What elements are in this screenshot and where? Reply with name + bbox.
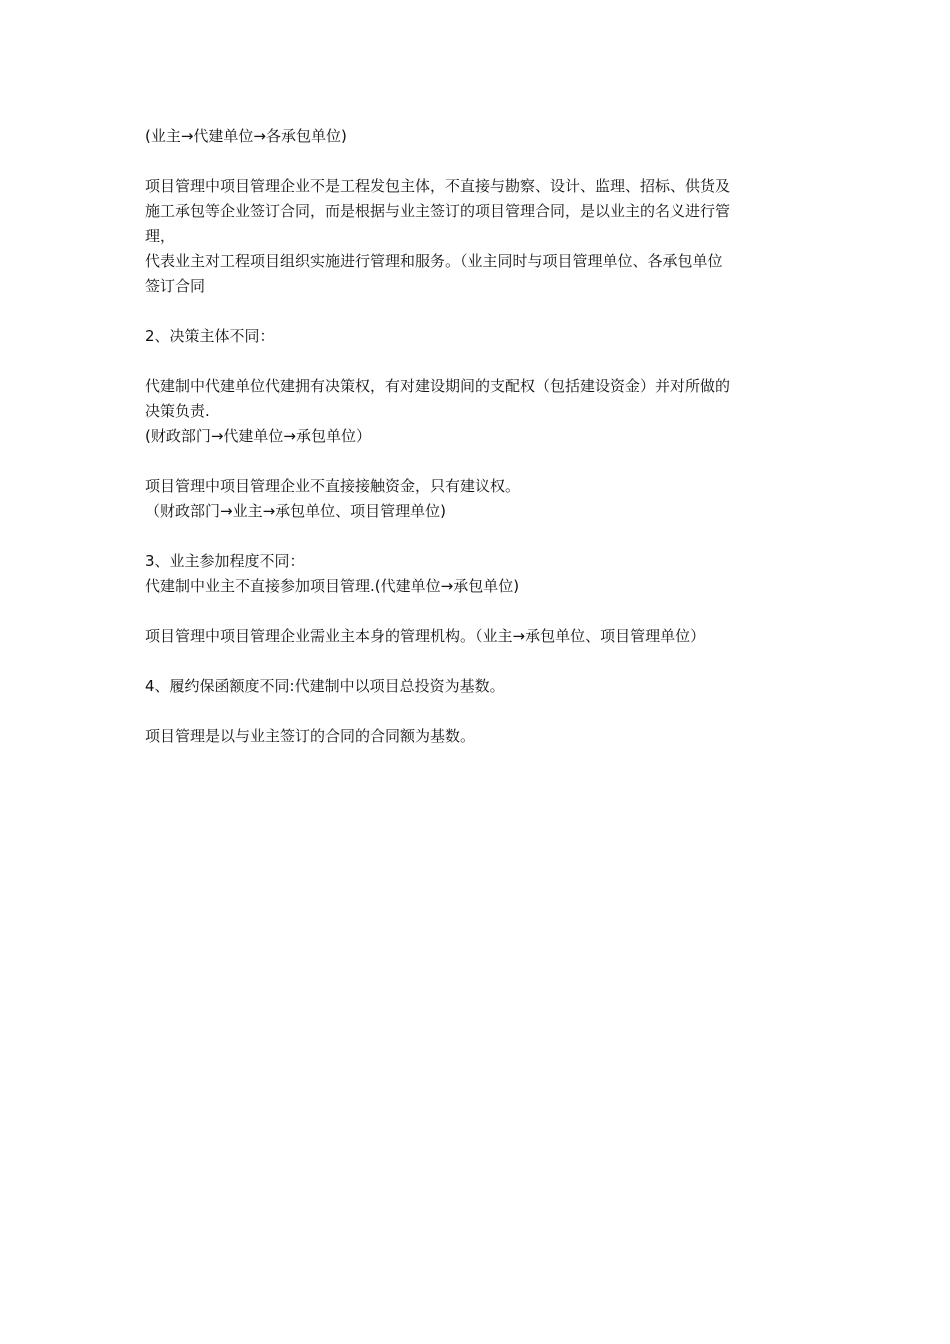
text-line: 代表业主对工程项目组织实施进行管理和服务。（业主同时与项目管理单位、各承包单位 bbox=[145, 252, 723, 270]
section-heading-2 bbox=[145, 324, 815, 349]
text-line: 理， bbox=[145, 227, 176, 245]
text-line: 项目管理是以与业主签订的合同的合同额为基数。 bbox=[145, 727, 476, 745]
text-line: 项目管理中项目管理企业需业主本身的管理机构。（业主→承包单位、项目管理单位） bbox=[145, 627, 706, 645]
text-line: (业主→代建单位→各承包单位) bbox=[145, 127, 347, 145]
text-line: 项目管理中项目管理企业不直接接触资金，只有建议权。 bbox=[145, 477, 521, 495]
section-heading-3 bbox=[145, 549, 815, 599]
paragraph-7 bbox=[145, 624, 815, 649]
paragraph-4 bbox=[145, 374, 815, 449]
paragraph-2 bbox=[145, 174, 815, 299]
section-heading-4 bbox=[145, 674, 815, 699]
paragraph-9 bbox=[145, 724, 815, 749]
text-line: (财政部门→代建单位→承包单位） bbox=[145, 427, 371, 445]
paragraph-5 bbox=[145, 474, 815, 524]
text-line: 代建制中业主不直接参加项目管理.(代建单位→承包单位) bbox=[145, 577, 520, 595]
document-body bbox=[145, 124, 815, 774]
text-line: 4、履约保函额度不同:代建制中以项目总投资为基数。 bbox=[145, 677, 505, 695]
paragraph-1 bbox=[145, 124, 815, 149]
text-line: 决策负责. bbox=[145, 402, 210, 420]
text-line: 签订合同 bbox=[145, 277, 206, 295]
text-line: 施工承包等企业签订合同，而是根据与业主签订的项目管理合同，是以业主的名义进行管 bbox=[145, 202, 731, 220]
text-line: 代建制中代建单位代建拥有决策权，有对建设期间的支配权（包括建设资金）并对所做的 bbox=[145, 377, 731, 395]
text-line: 2、决策主体不同： bbox=[145, 327, 275, 345]
text-line: 项目管理中项目管理企业不是工程发包主体，不直接与勘察、设计、监理、招标、供货及 bbox=[145, 177, 731, 195]
text-line: （财政部门→业主→承包单位、项目管理单位) bbox=[145, 502, 446, 520]
text-line: 3、业主参加程度不同： bbox=[145, 552, 305, 570]
